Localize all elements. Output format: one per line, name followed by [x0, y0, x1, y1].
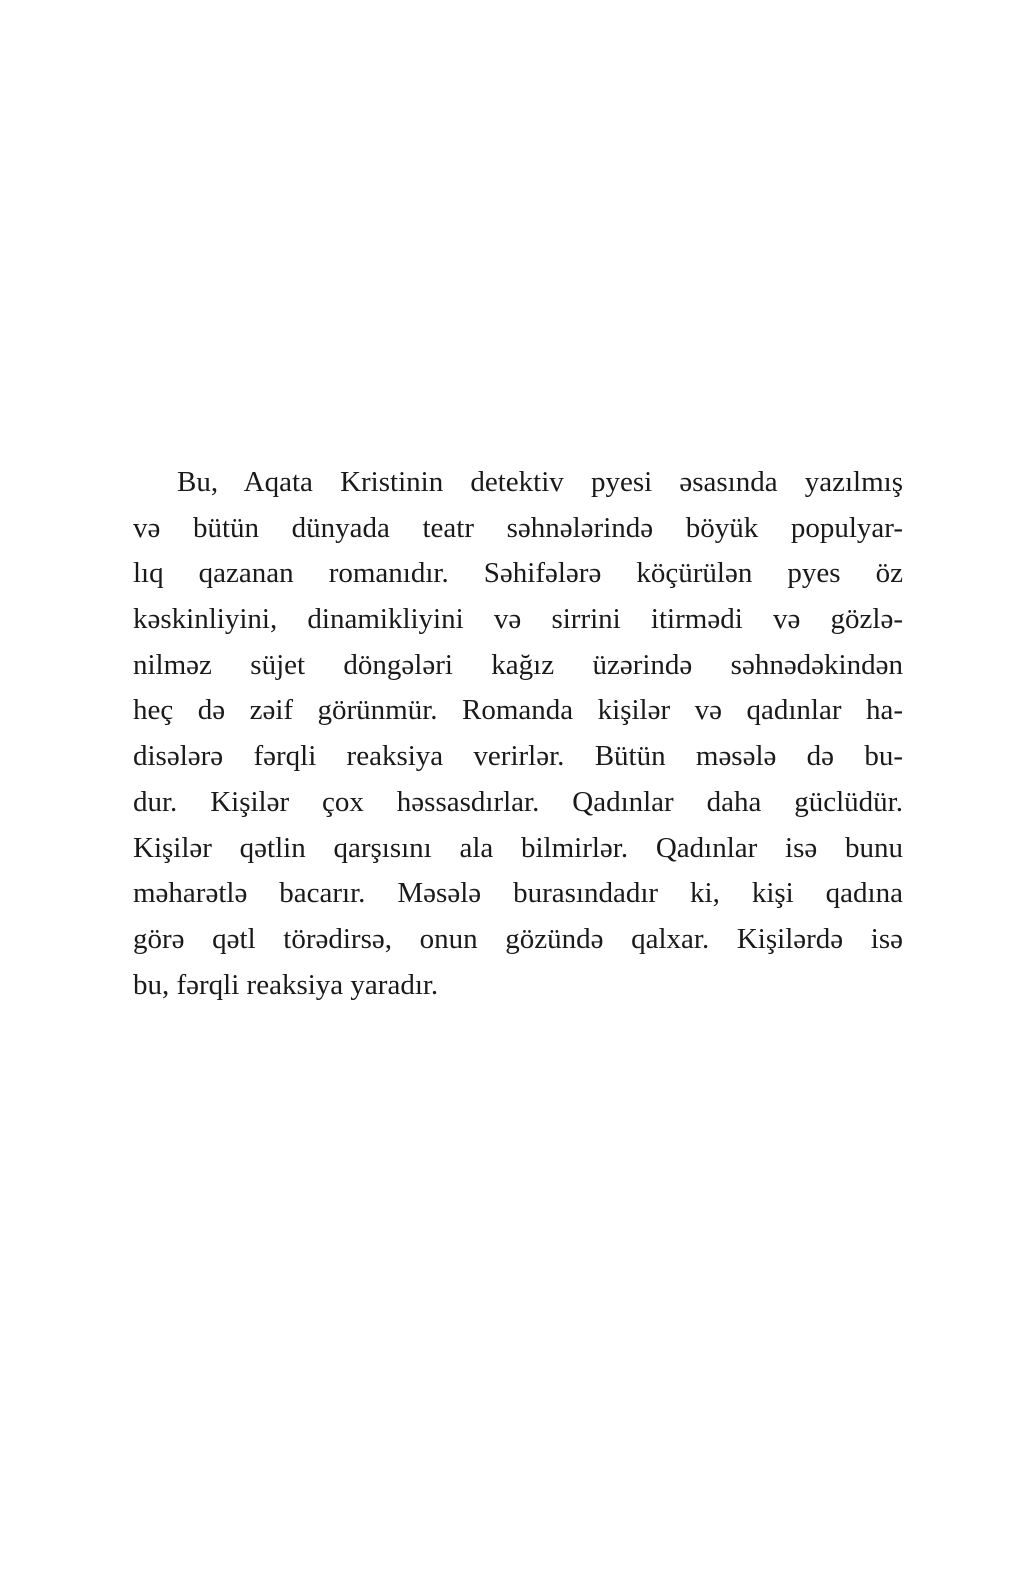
- paragraph-line-4: kəskinliyini, dinamikliyini və sirrini itirmədi və gözlə-: [133, 603, 903, 636]
- paragraph-line-6: heç də zəif görünmür. Romanda kişilər və qadınlar ha-: [133, 694, 903, 727]
- paragraph-line-5: nilməz süjet döngələri kağız üzərində səhnədəkindən: [133, 648, 903, 681]
- paragraph-line-9: Kişilər qətlin qarşısını ala bilmirlər. Qadınlar isə bunu: [133, 831, 903, 864]
- paragraph-line-12: bu, fərqli reaksiya yaradır.: [133, 968, 439, 1001]
- paragraph-line-2: və bütün dünyada teatr səhnələrində böyük populyar-: [133, 511, 903, 544]
- paragraph-line-3: lıq qazanan romanıdır. Səhifələrə köçürülən pyes öz: [133, 557, 903, 590]
- paragraph-line-1: Bu, Aqata Kristinin detektiv pyesi əsasında yazılmış: [177, 466, 903, 498]
- body-paragraph: [133, 460, 903, 1008]
- paragraph-line-7: disələrə fərqli reaksiya verirlər. Bütün məsələ də bu-: [133, 740, 903, 773]
- paragraph-line-8: dur. Kişilər çox həssasdırlar. Qadınlar daha güclüdür.: [133, 785, 903, 818]
- paragraph-line-10: məharətlə bacarır. Məsələ burasındadır ki, kişi qadına: [133, 877, 903, 910]
- paragraph-line-11: görə qətl törədirsə, onun gözündə qalxar. Kişilərdə isə: [133, 922, 903, 955]
